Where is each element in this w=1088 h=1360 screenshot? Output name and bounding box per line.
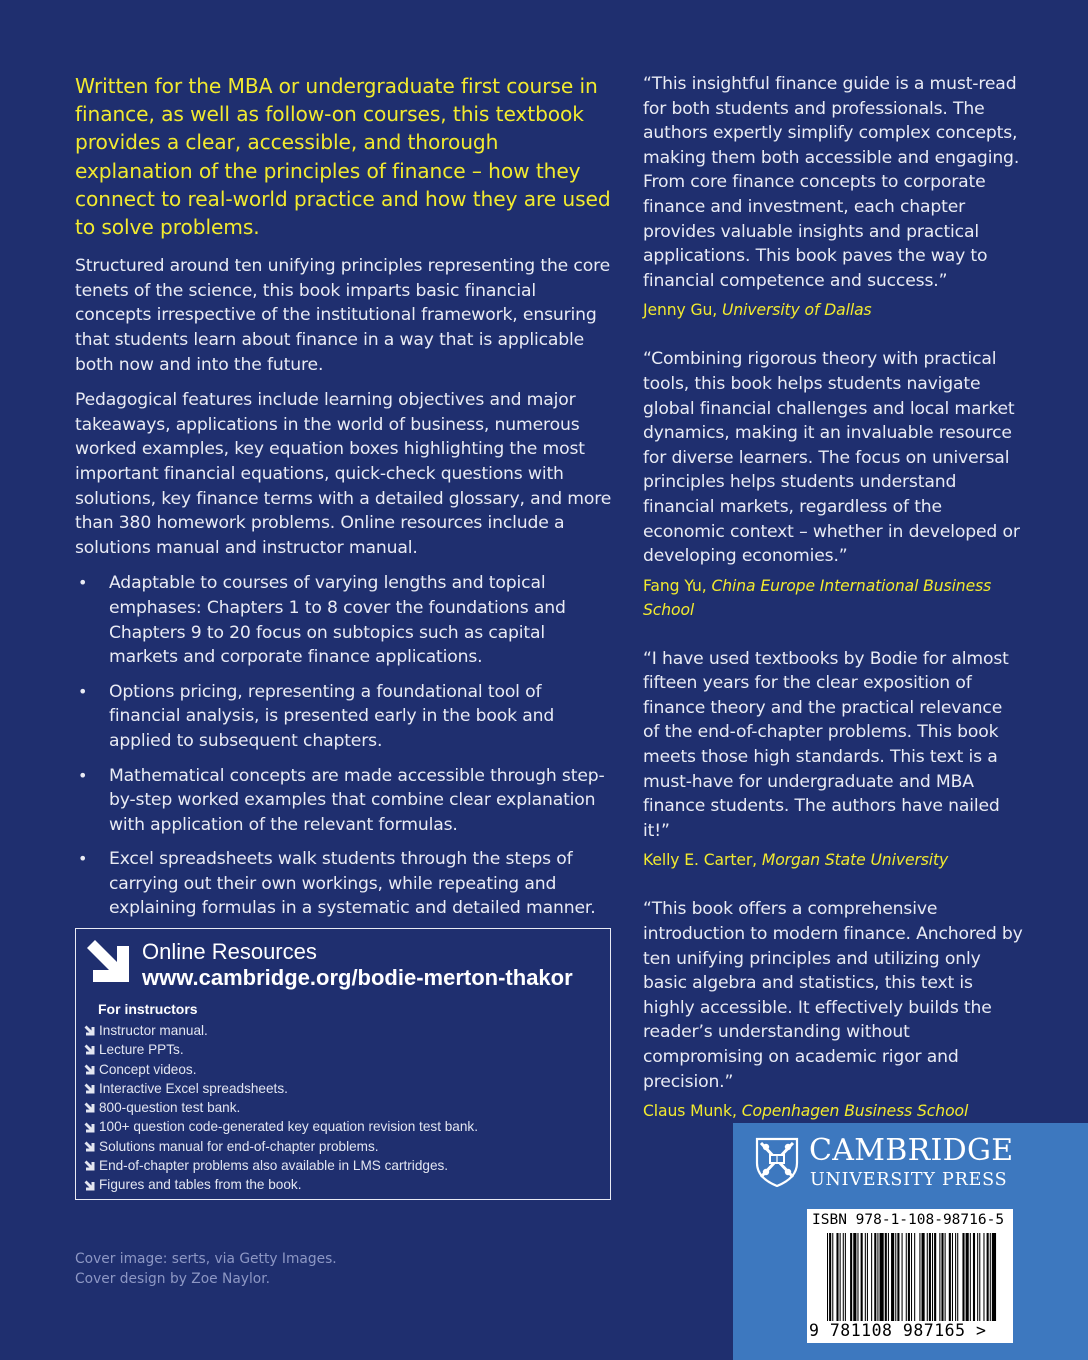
bullet-icon: •: [78, 765, 88, 785]
bullet-icon: •: [78, 681, 88, 701]
feature-list: [75, 571, 615, 921]
resource-label: Figures and tables from the book.: [99, 1177, 302, 1193]
resource-label: 800-question test bank.: [99, 1100, 241, 1116]
resource-label: Lecture PPTs.: [99, 1042, 184, 1058]
arrow-down-right-icon: [84, 1083, 95, 1094]
endorsement-quote: “Combining rigorous theory with practical tools, this book helps students navigate global financial challenges and local market dynamics, making it an invaluable resource for diverse learners. The focus on universal principles helps students understand financial markets, regardless of the economic context – whether in developed or developing economies.”: [643, 349, 1020, 567]
resource-label: 100+ question code-generated key equation revision test bank.: [99, 1119, 478, 1135]
body-paragraph: Pedagogical features include learning objectives and major takeaways, applications in the world of business, numerous worked examples, key equation boxes highlighting the most important financial equations, quick-check questions with solutions, key finance terms with a detailed glossary, and more than 380 homework problems. Online resources include a solutions manual and instructor manual.: [75, 390, 612, 558]
resource-label: Interactive Excel spreadsheets.: [99, 1080, 288, 1096]
resource-item: [84, 1156, 478, 1175]
endorsement-attribution: [643, 298, 1023, 322]
endorser-name: Jenny Gu,: [643, 301, 718, 320]
lead-paragraph: Written for the MBA or undergraduate first course in finance, as well as follow-on courses, this textbook provides a clear, accessible, and thorough explanation of the principles of finance – how they connect to real-world practice and how they are used to solve problems.: [75, 74, 611, 240]
instructors-subheading: For instructors: [98, 1001, 198, 1017]
feature-item: [75, 680, 615, 754]
feature-text: Mathematical concepts are made accessible through step-by-step worked examples that combine clear explanation with application of the relevant formulas.: [109, 765, 605, 835]
resource-item: [84, 1021, 478, 1040]
resource-item: [84, 1117, 478, 1136]
arrow-down-right-icon: [84, 1102, 95, 1113]
endorsements-column: [643, 72, 1023, 1148]
barcode-bars: [827, 1233, 997, 1321]
arrow-down-right-icon: [84, 1044, 95, 1055]
endorser-name: Kelly E. Carter,: [643, 851, 757, 870]
endorsement: [643, 72, 1023, 322]
publisher-panel: [733, 1123, 1088, 1360]
resource-label: Concept videos.: [99, 1061, 197, 1077]
resource-label: Solutions manual for end-of-chapter problems.: [99, 1138, 379, 1154]
resource-item: [84, 1079, 478, 1098]
arrow-down-right-icon: [84, 1180, 95, 1191]
endorser-name: Claus Munk,: [643, 1102, 737, 1121]
resource-label: Instructor manual.: [99, 1023, 208, 1038]
endorsement-attribution: [643, 848, 1023, 872]
endorser-institution: University of Dallas: [722, 301, 872, 320]
endorser-institution: China Europe International Business School: [643, 576, 992, 619]
endorsement-quote: “This insightful finance guide is a must-read for both students and professionals. The authors expertly simplify complex concepts, making them both accessible and engaging. From core finance concepts to corporate finance and investment, each chapter provides valuable insights and practical applications. This book paves the way to financial competence and success.”: [643, 74, 1020, 291]
endorser-institution: Copenhagen Business School: [741, 1102, 969, 1121]
blurb-column: [75, 72, 615, 931]
endorsement: [643, 647, 1023, 873]
publisher-name: CAMBRIDGE: [809, 1133, 1014, 1168]
arrow-down-right-icon: [84, 1122, 95, 1133]
bullet-icon: •: [78, 849, 88, 869]
endorser-name: Fang Yu,: [643, 576, 707, 595]
feature-text: Options pricing, representing a foundational tool of financial analysis, is presented early in the book and applied to subsequent chapters.: [109, 681, 555, 751]
resource-label: End-of-chapter problems also available in LMS cartridges.: [99, 1158, 449, 1174]
bullet-icon: •: [78, 573, 88, 593]
publisher-press: UNIVERSITY PRESS: [810, 1170, 1008, 1190]
endorsement: [643, 897, 1023, 1123]
cambridge-shield-icon: [755, 1137, 799, 1187]
barcode-digits: 9 781108 987165 >: [809, 1321, 987, 1340]
endorsement-quote: “I have used textbooks by Bodie for almost fifteen years for the clear exposition of finance theory and the practical relevance of the end-of-chapter problems. This book meets those high standards. This text is a must-have for undergraduate and MBA finance students. The authors have nailed it!”: [643, 648, 1009, 841]
resource-item: [84, 1060, 478, 1079]
arrow-down-right-icon: [84, 1064, 95, 1075]
endorsement: [643, 347, 1023, 621]
isbn-barcode: [807, 1209, 1013, 1343]
resource-item: [84, 1175, 478, 1194]
endorsement-attribution: [643, 574, 1023, 622]
instructor-resource-list: [84, 1021, 478, 1195]
cover-image-credit: Cover image: serts, via Getty Images.: [75, 1251, 337, 1267]
resource-item: [84, 1137, 478, 1156]
body-paragraph: Structured around ten unifying principles representing the core tenets of the science, this book imparts basic financial concepts irrespective of the institutional framework, ensuring that students learn about finance in a way that is applicable both now and into the future.: [75, 256, 611, 375]
feature-text: Adaptable to courses of varying lengths and topical emphases: Chapters 1 to 8 cover the foundations and Chapters 9 to 20 focus on subtopics such as capital markets and corporate finance applications.: [109, 573, 566, 668]
resource-item: [84, 1040, 478, 1059]
online-resources-box: [75, 928, 611, 1200]
isbn-label: ISBN 978-1-108-98716-5: [812, 1212, 1005, 1228]
endorser-institution: Morgan State University: [761, 851, 949, 870]
arrow-down-right-icon: [84, 1025, 95, 1036]
cover-design-credit: Cover design by Zoe Naylor.: [75, 1270, 271, 1287]
online-resources-heading: Online Resources: [142, 939, 317, 964]
resource-item: [84, 1098, 478, 1117]
endorsement-attribution: [643, 1099, 1023, 1123]
resources-url-link[interactable]: www.cambridge.org/bodie-merton-thakor: [142, 965, 573, 990]
arrow-down-right-icon: [84, 1160, 95, 1171]
cover-credits: [75, 1250, 337, 1289]
arrow-down-right-icon: [84, 1141, 95, 1152]
feature-item: [75, 847, 615, 921]
feature-item: [75, 571, 615, 669]
endorsement-quote: “This book offers a comprehensive introduction to modern finance. Anchored by ten unifying principles and utilizing only basic algebra and statistics, this text is highly accessible. It effectively builds the reader’s understanding without compromising on academic rigor and precision.”: [643, 899, 1023, 1092]
arrow-down-right-icon: [85, 938, 131, 984]
feature-item: [75, 764, 615, 838]
feature-text: Excel spreadsheets walk students through the steps of carrying out their own workings, while repeating and explaining formulas in a systematic and detailed manner.: [109, 849, 596, 919]
